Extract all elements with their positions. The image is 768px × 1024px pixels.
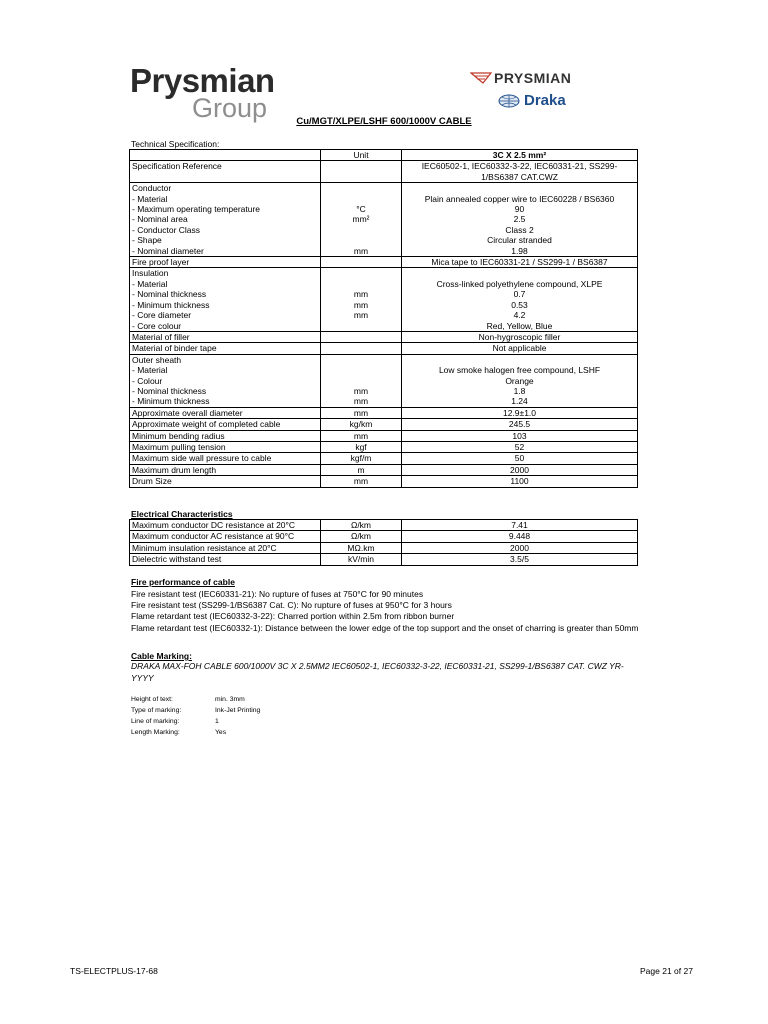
table-cell: IEC60502-1, IEC60332-3-22, IEC60331-21, SS299-1/BS6387 CAT.CWZ: [402, 161, 638, 183]
table-cell: kg/km: [321, 419, 402, 430]
table-cell: Minimum bending radius: [130, 430, 321, 441]
marking-property-key: Line of marking:: [131, 718, 180, 725]
draka-brand-text: Draka: [524, 92, 566, 109]
table-cell: Plain annealed copper wire to IEC60228 / BS6360 90 2.5 Class 2 Circular stranded 1.98: [402, 183, 638, 257]
table-cell: Mica tape to IEC60331-21 / SS299-1 / BS6387: [402, 257, 638, 268]
fire-line: Flame retardant test (IEC60332-1): Distance between the lower edge of the top support and the onset of charring is greater than 50mm: [131, 622, 639, 633]
table-cell: Cross-linked polyethylene compound, XLPE 0.7 0.53 4.2 Red, Yellow, Blue: [402, 268, 638, 331]
table-cell: Unit: [321, 150, 402, 161]
table-cell: Non-hygroscopic filler: [402, 331, 638, 342]
table-cell: 52: [402, 441, 638, 452]
marking-properties: [131, 694, 260, 738]
prysmian-wave-icon: [470, 71, 492, 85]
table-row: [130, 476, 638, 487]
table-cell: MΩ.km: [321, 542, 402, 553]
marking-property-value: Yes: [215, 729, 227, 736]
table-row: [130, 441, 638, 452]
table-cell: 1100: [402, 476, 638, 487]
table-cell: Maximum drum length: [130, 464, 321, 475]
table-cell: Ω/km: [321, 531, 402, 542]
marking-property-key: Type of marking:: [131, 707, 182, 714]
table-cell: Specification Reference: [130, 161, 321, 183]
prysmian-brand-text: PRYSMIAN: [494, 70, 572, 86]
marking-property-row: [131, 694, 260, 705]
draka-brand: [498, 92, 590, 109]
table-cell: Ω/km: [321, 520, 402, 531]
fire-line: Fire resistant test (IEC60331-21): No rupture of fuses at 750°C for 90 minutes: [131, 589, 424, 599]
cable-marking-heading: Cable Marking:: [131, 651, 192, 661]
table-row: [130, 183, 638, 257]
marking-property-row: [131, 705, 260, 716]
table-row: [130, 407, 638, 418]
table-row: [130, 430, 638, 441]
table-cell: 103: [402, 430, 638, 441]
table-cell: kgf/m: [321, 453, 402, 464]
marking-property-key: Height of text:: [131, 696, 173, 703]
cable-marking-text: DRAKA MAX-FOH CABLE 600/1000V 3C X 2.5MM2 IEC60502-1, IEC60332-3-22, IEC60331-21, SS299-1/BS6387 CAT. CWZ YR-YYYY: [131, 661, 624, 683]
marking-property-key: Length Marking:: [131, 729, 180, 736]
table-cell: 7.41: [402, 520, 638, 531]
table-row: [130, 343, 638, 354]
table-cell: °C mm² mm: [321, 183, 402, 257]
marking-property-value: min. 3mm: [215, 696, 245, 703]
table-row: [130, 354, 638, 407]
table-cell: 3.5/5: [402, 554, 638, 565]
table-cell: Maximum pulling tension: [130, 441, 321, 452]
table-cell: mm: [321, 407, 402, 418]
table-cell: [130, 150, 321, 161]
table-cell: Approximate weight of completed cable: [130, 419, 321, 430]
table-cell: mm: [321, 430, 402, 441]
table-cell: Insulation - Material - Nominal thickness - Minimum thickness - Core diameter - Core colour: [130, 268, 321, 331]
table-cell: Dielectric withstand test: [130, 554, 321, 565]
table-cell: 2000: [402, 542, 638, 553]
table-row: [130, 331, 638, 342]
table-cell: mm: [321, 476, 402, 487]
marking-property-value: 1: [215, 718, 219, 725]
document-id: TS-ELECTPLUS-17-68: [70, 966, 158, 976]
table-cell: 12.9±1.0: [402, 407, 638, 418]
fire-performance-list: [131, 589, 641, 634]
fire-line: Fire resistant test (SS299-1/BS6387 Cat. C): No rupture of fuses at 950°C for 3 hours: [131, 600, 452, 611]
table-cell: Not applicable: [402, 343, 638, 354]
table-row: [130, 268, 638, 331]
prysmian-draka-logo: [470, 70, 590, 109]
table-cell: 9.448: [402, 531, 638, 542]
table-cell: Outer sheath - Material - Colour - Nominal thickness - Minimum thickness: [130, 354, 321, 407]
logo-prysmian-text: Prysmian: [130, 62, 275, 99]
table-row: [130, 419, 638, 430]
technical-specification-table: [129, 149, 638, 488]
table-row: [130, 464, 638, 475]
document-title: Cu/MGT/XLPE/LSHF 600/1000V CABLE: [296, 116, 472, 127]
table-cell: Approximate overall diameter: [130, 407, 321, 418]
table-cell: Minimum insulation resistance at 20°C: [130, 542, 321, 553]
table-cell: Material of filler: [130, 331, 321, 342]
electrical-characteristics-heading: Electrical Characteristics: [131, 509, 233, 519]
table-cell: Material of binder tape: [130, 343, 321, 354]
table-cell: [321, 257, 402, 268]
table-cell: kgf: [321, 441, 402, 452]
table-cell: m: [321, 464, 402, 475]
table-cell: mm mm mm: [321, 268, 402, 331]
table-cell: Conductor - Material - Maximum operating temperature - Nominal area - Conductor Class - Shape - Nominal diameter: [130, 183, 321, 257]
table-row: [130, 257, 638, 268]
table-cell: 3C X 2.5 mm²: [402, 150, 638, 161]
table-cell: mm mm: [321, 354, 402, 407]
table-cell: Maximum conductor AC resistance at 90°C: [130, 531, 321, 542]
technical-specification-label: Technical Specification:: [131, 139, 220, 149]
table-cell: 2000: [402, 464, 638, 475]
draka-globe-icon: [498, 94, 520, 108]
page-number: Page 21 of 27: [640, 966, 693, 976]
table-cell: [321, 343, 402, 354]
table-cell: Maximum conductor DC resistance at 20°C: [130, 520, 321, 531]
table-row: [130, 520, 638, 531]
table-cell: [321, 331, 402, 342]
table-row: [130, 453, 638, 464]
electrical-characteristics-table: [129, 519, 638, 566]
table-row: [130, 542, 638, 553]
table-cell: 50: [402, 453, 638, 464]
prysmian-brand: [470, 70, 590, 86]
marking-property-value: Ink-Jet Printing: [215, 707, 261, 714]
table-cell: 245.5: [402, 419, 638, 430]
fire-performance-heading: Fire performance of cable: [131, 577, 235, 587]
table-cell: Drum Size: [130, 476, 321, 487]
table-cell: [321, 161, 402, 183]
table-cell: Low smoke halogen free compound, LSHF Orange 1.8 1.24: [402, 354, 638, 407]
table-row: [130, 531, 638, 542]
table-cell: Fire proof layer: [130, 257, 321, 268]
table-row: [130, 554, 638, 565]
table-header-row: [130, 150, 638, 161]
marking-property-row: [131, 727, 260, 738]
table-cell: kV/min: [321, 554, 402, 565]
table-cell: Maximum side wall pressure to cable: [130, 453, 321, 464]
prysmian-group-logo: [130, 62, 275, 123]
logo-group-text: Group: [192, 93, 268, 123]
fire-line: Flame retardant test (IEC60332-3-22): Charred portion within 2.5m from ribbon burner: [131, 611, 455, 622]
table-row: [130, 161, 638, 183]
marking-property-row: [131, 716, 260, 727]
